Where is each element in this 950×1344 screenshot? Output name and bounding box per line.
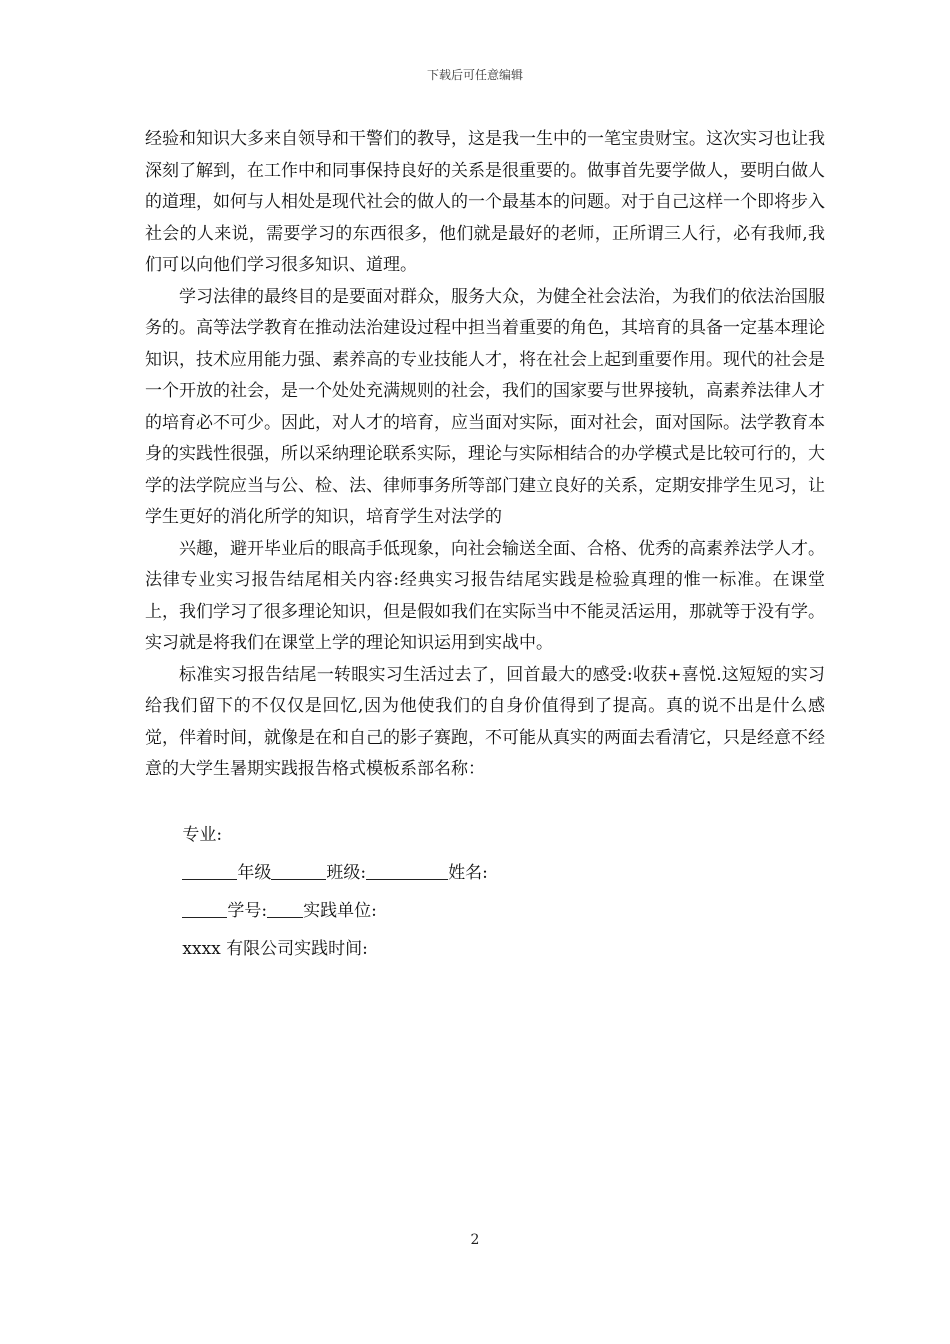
page-number: 2: [470, 1232, 480, 1248]
paragraph-1: 经验和知识大多来自领导和干警们的教导，这是我一生中的一笔宝贵财宝。这次实习也让我深刻了解到，在工作中和同事保持良好的关系是很重要的。做事首先要学做人，要明白做人的道理，如何与人相处是现代社会的做人的一个最基本的问题。对于自己这样一个即将步入社会的人来说，需要学习的东西很多，他们就是最好的老师，正所谓三人行，必有我师,我们可以向他们学习很多知识、道理。: [145, 129, 825, 275]
page-header: 下载后可任意编辑: [426, 68, 523, 82]
grade-blank: [182, 861, 237, 880]
class-blank: [271, 861, 326, 880]
class-label: 班级:: [326, 862, 367, 883]
paragraph-2: 学习法律的最终目的是要面对群众，服务大众，为健全社会法治，为我们的依法治国服务的。高等法学教育在推动法治建设过程中担当着重要的角色，其培育的具备一定基本理论知识，技术应用能力强、素养高的专业技能人才，将在社会上起到重要作用。现代的社会是一个开放的社会，是一个处处充满规则的社会，我们的国家要与世界接轨，高素养法律人才的培育必不可少。因此，对人才的培育，应当面对实际，面对社会，面对国际。法学教育本身的实践性很强，所以采纳理论联系实际，理论与实际相结合的办学模式是比较可行的，大学的法学院应当与公、检、法、律师事务所等部门建立良好的关系，定期安排学生见习，让学生更好的消化所学的知识，培育学生对法学的: [145, 286, 825, 527]
form-line-major: [145, 816, 825, 854]
student-id-label: 学号:: [227, 900, 268, 921]
report-info-form: [145, 816, 825, 968]
name-label: 姓名:: [448, 862, 488, 883]
unit-label: 实践单位:: [303, 900, 377, 921]
name-blank: [366, 861, 448, 880]
company-label: xxxx 有限公司实践时间:: [182, 938, 368, 959]
unit-blank: [267, 899, 303, 918]
paragraph-4: 标准实习报告结尾一转眼实习生活过去了，回首最大的感受:收获+喜悦.这短短的实习给我们留下的不仅仅是回忆,因为他使我们的自身价值得到了提高。真的说不出是什么感觉，伴着时间，就像是在和自己的影子赛跑，不可能从真实的两面去看清它，只是经意不经意的大学生暑期实践报告格式模板系部名称：: [145, 664, 825, 779]
student-id-blank: [182, 899, 227, 918]
document-body: [145, 124, 825, 968]
form-line-grade-class-name: [145, 854, 825, 892]
form-line-company: [145, 930, 825, 968]
form-line-id-unit: [145, 892, 825, 930]
major-label: 专业:: [182, 824, 223, 845]
paragraph-3: 兴趣，避开毕业后的眼高手低现象，向社会输送全面、合格、优秀的高素养法学人才。法律专业实习报告结尾相关内容:经典实习报告结尾实践是检验真理的惟一标准。在课堂上，我们学习了很多理论知识，但是假如我们在实际当中不能灵活运用，那就等于没有学。实习就是将我们在课堂上学的理论知识运用到实战中。: [145, 538, 825, 653]
grade-label: 年级: [237, 862, 272, 883]
